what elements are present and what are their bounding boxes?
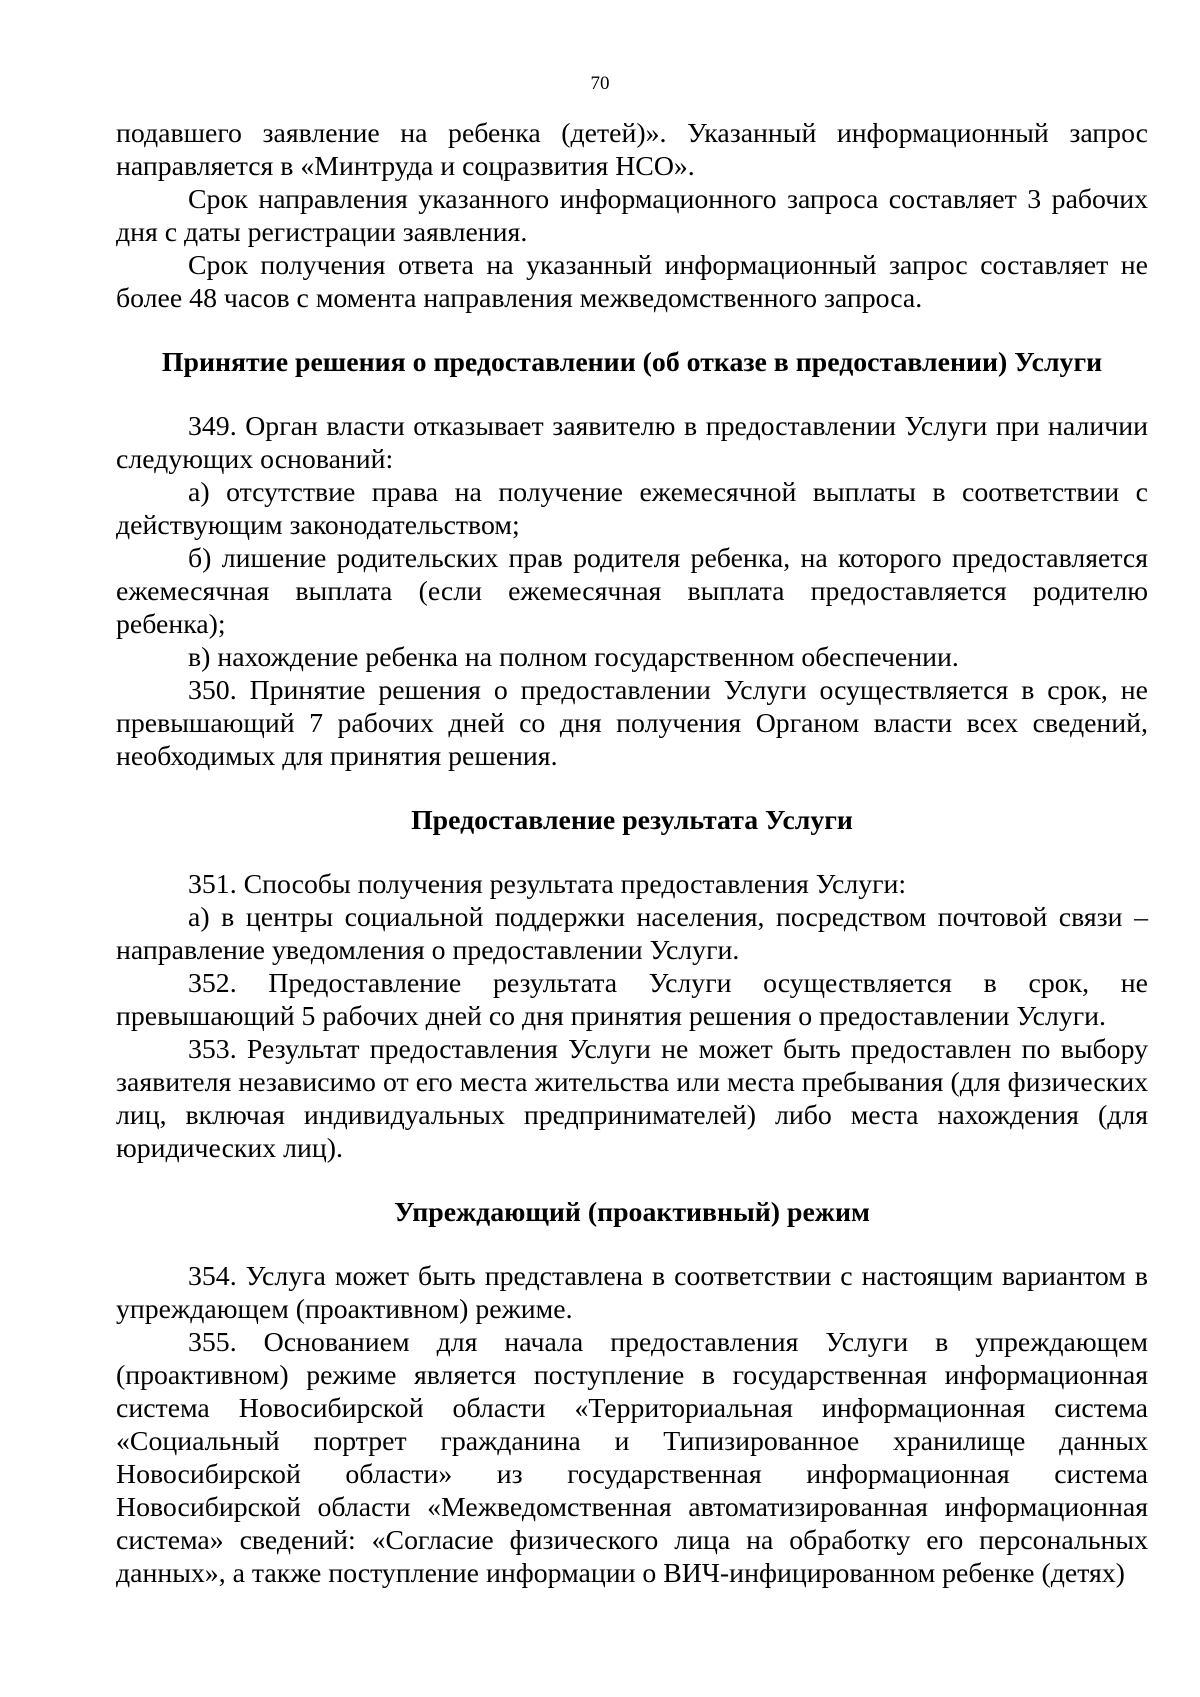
paragraph: в) нахождение ребенка на полном государственном обеспечении. <box>188 642 959 673</box>
paragraph: 352. Предоставление результата Услуги осуществляется в срок, не превышающий 5 рабочих дней со дня принятия решения о предоставлении Услуги. <box>116 968 1148 1032</box>
paragraph: подавшего заявление на ребенка (детей)». Указанный информационный запрос направляется в «Минтруда и соцразвития НСО». <box>116 118 1148 182</box>
paragraph: а) отсутствие права на получение ежемесячной выплаты в соответствии с действующим законодательством; <box>116 477 1148 541</box>
page-number: 70 <box>590 73 610 94</box>
paragraph: 355. Основанием для начала предоставления Услуги в упреждающем (проактивном) режиме является поступление в государственная информационная система Новосибирской области «Территориальная информационная система «Социальный портрет гражданина и Типизированное хранилище данных Новосибирской области» из государственная информационная система Новосибирской области «Межведомственная автоматизированная информационная система» сведений: «Согласие физического лица на обработку его персональных данных», а также поступление информации о ВИЧ-инфицированном ребенке (детях) <box>116 1327 1148 1589</box>
section-heading: Принятие решения о предоставлении (об отказе в предоставлении) Услуги <box>161 347 1103 378</box>
section-heading: Предоставление результата Услуги <box>411 805 853 836</box>
paragraph: 350. Принятие решения о предоставлении Услуги осуществляется в срок, не превышающий 7 рабочих дней со дня получения Органом власти всех сведений, необходимых для принятия решения. <box>116 675 1148 772</box>
paragraph: б) лишение родительских прав родителя ребенка, на которого предоставляется ежемесячная выплата (если ежемесячная выплата предоставляется родителю ребенка); <box>116 543 1148 640</box>
paragraph: 353. Результат предоставления Услуги не может быть предоставлен по выбору заявителя независимо от его места жительства или места пребывания (для физических лиц, включая индивидуальных предпринимателей) либо места нахождения (для юридических лиц). <box>116 1034 1148 1164</box>
paragraph: 354. Услуга может быть представлена в соответствии с настоящим вариантом в упреждающем (проактивном) режиме. <box>116 1261 1148 1325</box>
document-body <box>116 117 1148 1590</box>
paragraph: 351. Способы получения результата предоставления Услуги: <box>188 869 907 900</box>
paragraph: Срок получения ответа на указанный информационный запрос составляет не более 48 часов с момента направления межведомственного запроса. <box>116 250 1148 314</box>
paragraph: Срок направления указанного информационного запроса составляет 3 рабочих дня с даты регистрации заявления. <box>116 184 1148 248</box>
paragraph: 349. Орган власти отказывает заявителю в предоставлении Услуги при наличии следующих оснований: <box>116 411 1148 475</box>
section-heading: Упреждающий (проактивный) режим <box>394 1197 870 1228</box>
paragraph: а) в центры социальной поддержки населения, посредством почтовой связи – направление уведомления о предоставлении Услуги. <box>116 902 1148 966</box>
